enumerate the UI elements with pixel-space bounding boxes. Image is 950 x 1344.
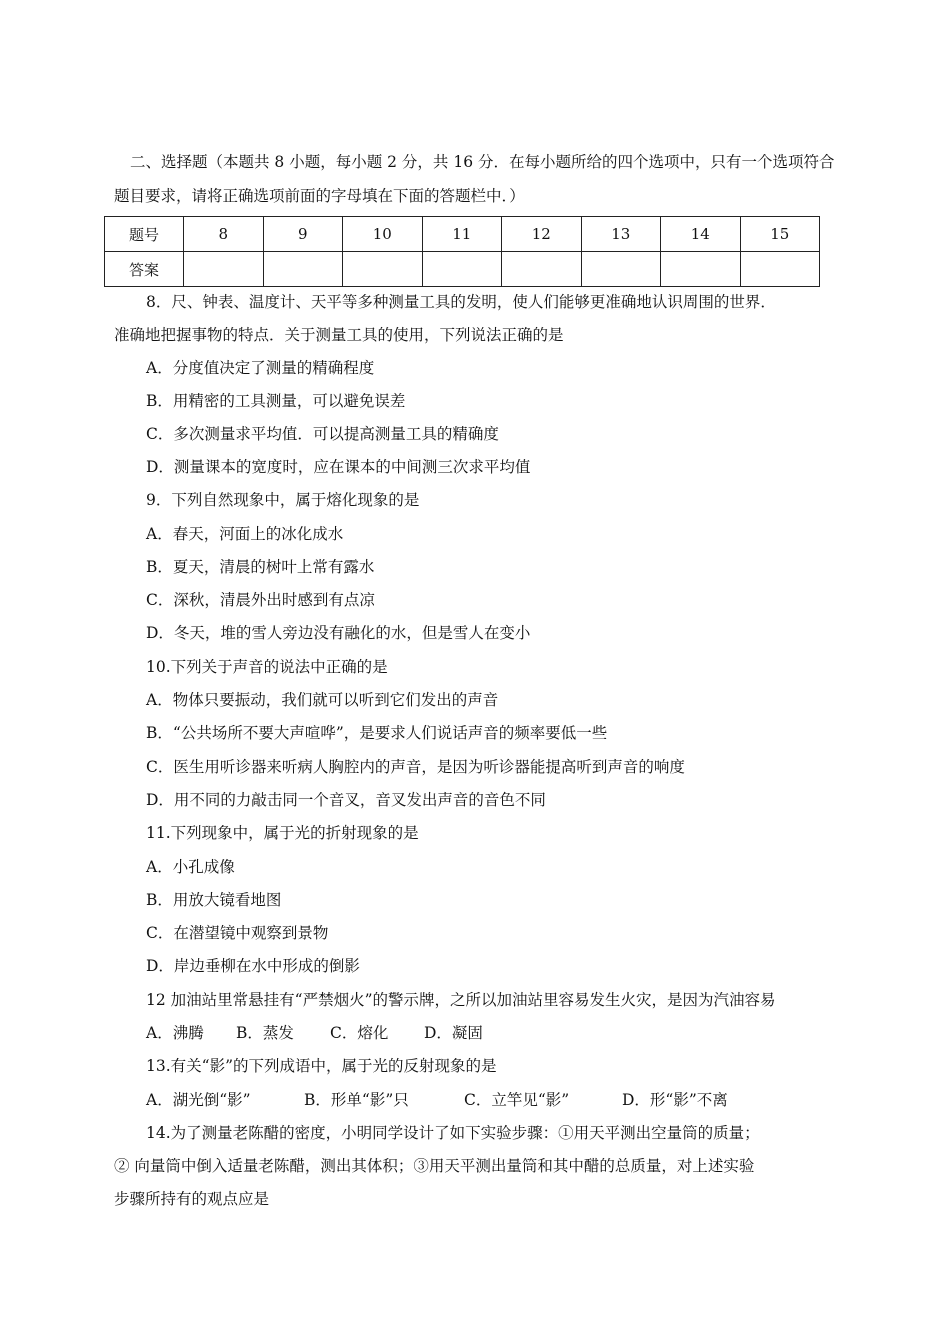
section-heading: 二、选择题（本题共 8 小题，每小题 2 分，共 16 分．在每小题所给的四个选项中，只有一个选项符合 (130, 153, 835, 171)
question-number-cell: 12 (502, 217, 582, 252)
answer-cell[interactable] (581, 252, 661, 287)
question-number-cell: 15 (740, 217, 820, 252)
question-9-option-b: B．夏天，清晨的树叶上常有露水 (146, 558, 375, 576)
section-instructions: 题目要求，请将正确选项前面的字母填在下面的答题栏中．） (114, 187, 525, 205)
question-11-option-a: A．小孔成像 (146, 858, 235, 876)
question-number-cell: 9 (263, 217, 343, 252)
answer-cell[interactable] (184, 252, 264, 287)
table-row-numbers (105, 217, 820, 252)
question-14-stem-cont: ② 向量筒中倒入适量老陈醋，测出其体积；③用天平测出量筒和其中醋的总质量，对上述实验 (114, 1157, 755, 1175)
question-9-stem: 9．下列自然现象中，属于熔化现象的是 (146, 491, 420, 509)
question-9-option-c: C．深秋，清晨外出时感到有点凉 (146, 591, 375, 609)
table-header-cell: 答案 (105, 252, 184, 287)
question-13-option-b: B．形单“影”只 (304, 1091, 409, 1109)
question-13-stem: 13.有关“影”的下列成语中，属于光的反射现象的是 (146, 1057, 497, 1075)
question-12-option-c: C．熔化 (330, 1024, 389, 1042)
question-13-option-a: A．湖光倒“影” (146, 1091, 251, 1109)
question-12-option-d: D．凝固 (424, 1024, 483, 1042)
question-14-stem-end: 步骤所持有的观点应是 (114, 1190, 270, 1208)
question-number-cell: 11 (422, 217, 502, 252)
question-number-cell: 14 (661, 217, 741, 252)
answer-cell[interactable] (740, 252, 820, 287)
question-10-option-a: A．物体只要振动，我们就可以听到它们发出的声音 (146, 691, 499, 709)
question-11-stem: 11.下列现象中，属于光的折射现象的是 (146, 824, 419, 842)
question-11-option-c: C．在潜望镜中观察到景物 (146, 924, 329, 942)
answer-cell[interactable] (502, 252, 582, 287)
question-number-cell: 13 (581, 217, 661, 252)
question-13-option-d: D．形“影”不离 (622, 1091, 728, 1109)
question-8-option-d: D．测量课本的宽度时，应在课本的中间测三次求平均值 (146, 458, 531, 476)
question-8-stem-cont: 准确地把握事物的特点．关于测量工具的使用，下列说法正确的是 (114, 326, 564, 344)
question-number-cell: 10 (343, 217, 423, 252)
table-row-answers (105, 252, 820, 287)
question-12-option-a: A．沸腾 (146, 1024, 204, 1042)
question-10-option-b: B．“公共场所不要大声喧哗”，是要求人们说话声音的频率要低一些 (146, 724, 608, 742)
question-12-option-b: B．蒸发 (236, 1024, 294, 1042)
question-8-stem: 8．尺、钟表、温度计、天平等多种测量工具的发明，使人们能够更准确地认识周围的世界． (146, 293, 776, 311)
question-10-option-d: D．用不同的力敲击同一个音叉，音叉发出声音的音色不同 (146, 791, 546, 809)
question-10-option-c: C．医生用听诊器来听病人胸腔内的声音，是因为听诊器能提高听到声音的响度 (146, 758, 685, 776)
answer-cell[interactable] (422, 252, 502, 287)
answer-table (104, 216, 820, 287)
question-9-option-a: A．春天，河面上的冰化成水 (146, 525, 344, 543)
question-13-options (146, 1090, 728, 1110)
answer-cell[interactable] (661, 252, 741, 287)
question-9-option-d: D．冬天，堆的雪人旁边没有融化的水，但是雪人在变小 (146, 624, 531, 642)
question-11-option-d: D．岸边垂柳在水中形成的倒影 (146, 957, 360, 975)
question-11-option-b: B．用放大镜看地图 (146, 891, 282, 909)
question-12-stem: 12 加油站里常悬挂有“严禁烟火”的警示牌，之所以加油站里容易发生火灾，是因为汽油容易 (146, 991, 776, 1009)
question-10-stem: 10.下列关于声音的说法中正确的是 (146, 658, 388, 676)
answer-cell[interactable] (263, 252, 343, 287)
question-14-stem: 14.为了测量老陈醋的密度，小明同学设计了如下实验步骤：①用天平测出空量筒的质量； (146, 1124, 760, 1142)
question-12-options (146, 1023, 483, 1043)
question-8-option-b: B．用精密的工具测量，可以避免误差 (146, 392, 406, 410)
question-13-option-c: C．立竿见“影” (464, 1091, 570, 1109)
question-number-cell: 8 (184, 217, 264, 252)
question-8-option-c: C．多次测量求平均值．可以提高测量工具的精确度 (146, 425, 499, 443)
answer-cell[interactable] (343, 252, 423, 287)
question-8-option-a: A．分度值决定了测量的精确程度 (146, 359, 375, 377)
table-header-cell: 题号 (105, 217, 184, 252)
